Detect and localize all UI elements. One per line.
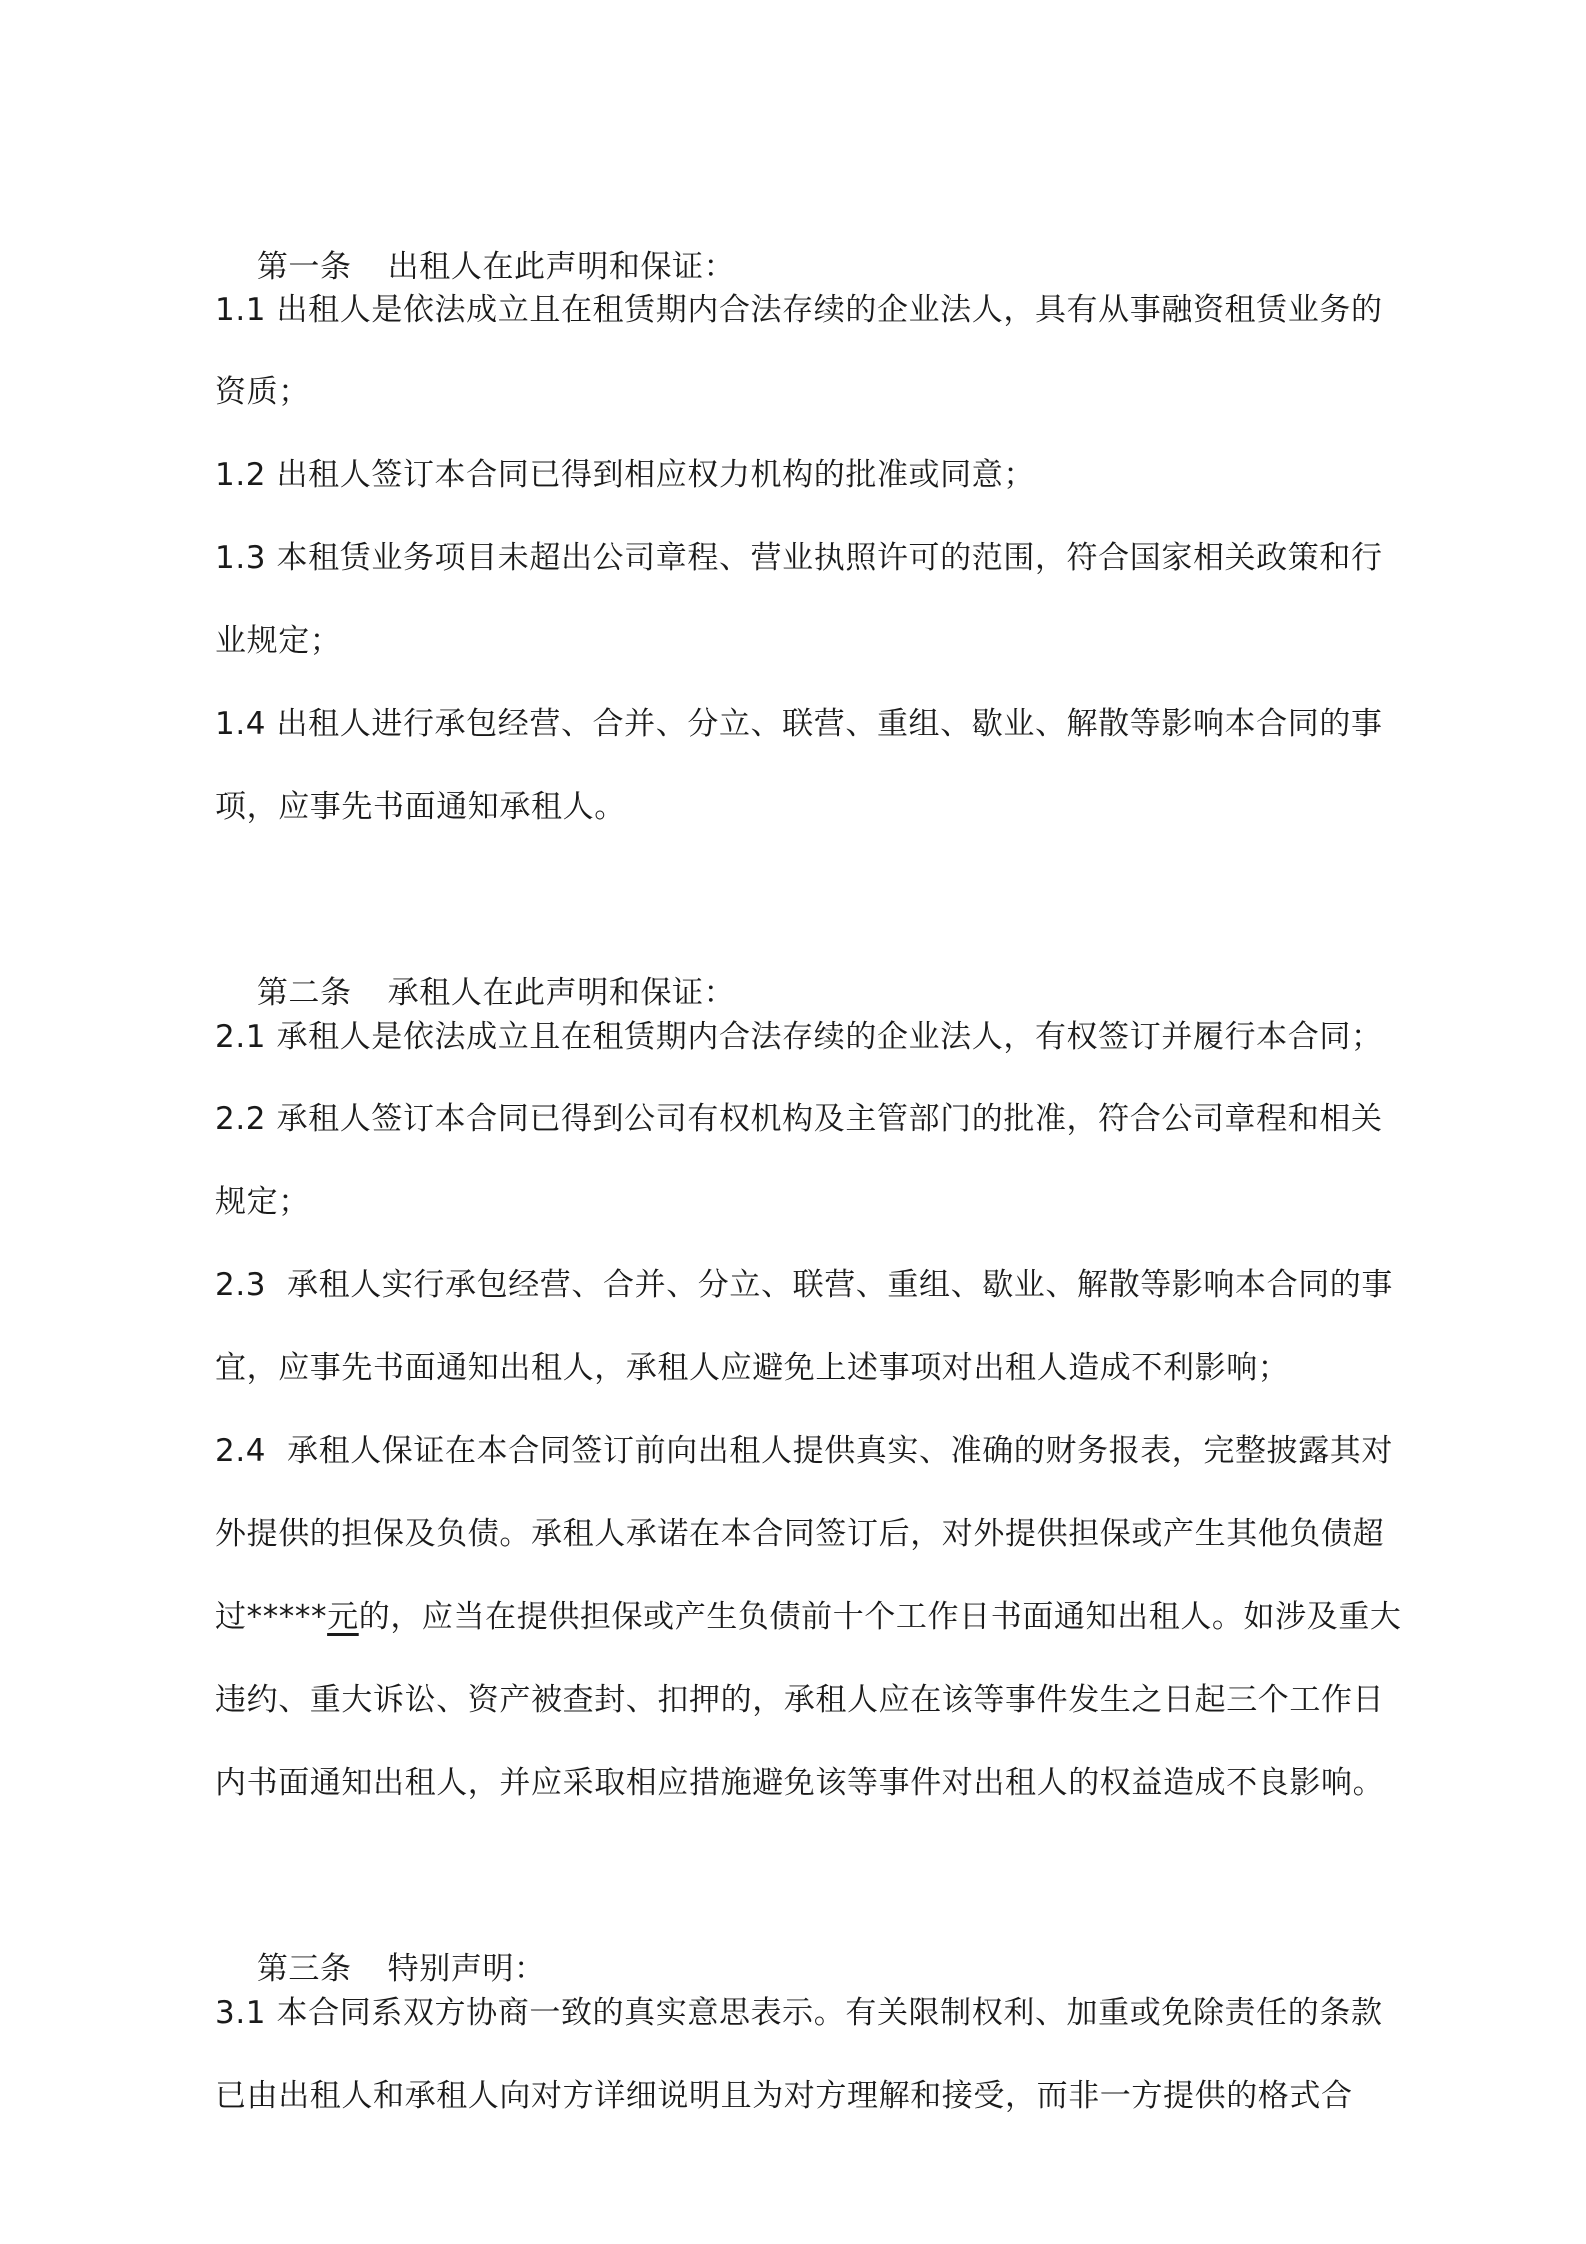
clause-2-3-line-2: 宜，应事先书面通知出租人，承租人应避免上述事项对出租人造成不利影响； bbox=[215, 1350, 1290, 1386]
clause-2-4-line-5: 内书面通知出租人，并应采取相应措施避免该等事件对出租人的权益造成不良影响。 bbox=[215, 1765, 1385, 1801]
clause-2-4-line-1: 2.4 承租人保证在本合同签订前向出租人提供真实、准确的财务报表，完整披露其对 bbox=[215, 1433, 1394, 1469]
clause-2-3-line-1: 2.3 承租人实行承包经营、合并、分立、联营、重组、歇业、解散等影响本合同的事 bbox=[215, 1267, 1394, 1303]
article-3-number: 第三条 bbox=[256, 1951, 352, 1987]
clause-3-1-line-1: 3.1 本合同系双方协商一致的真实意思表示。有关限制权利、加重或免除责任的条款 bbox=[215, 1995, 1383, 2031]
clause-2-4-line-4: 违约、重大诉讼、资产被查封、扣押的，承租人应在该等事件发生之日起三个工作日 bbox=[215, 1682, 1385, 1718]
clause-2-1: 2.1 承租人是依法成立且在租赁期内合法存续的企业法人，有权签订并履行本合同； bbox=[215, 1019, 1383, 1055]
clause-1-1-line-2: 资质； bbox=[215, 374, 310, 410]
clause-1-3-line-2: 业规定； bbox=[215, 623, 342, 659]
article-1-number: 第一条 bbox=[256, 249, 352, 285]
clause-1-2: 1.2 出租人签订本合同已得到相应权力机构的批准或同意； bbox=[215, 457, 1035, 493]
clause-1-3-line-1: 1.3 本租赁业务项目未超出公司章程、营业执照许可的范围，符合国家相关政策和行 bbox=[215, 540, 1383, 576]
clause-2-2-line-1: 2.2 承租人签订本合同已得到公司有权机构及主管部门的批准，符合公司章程和相关 bbox=[215, 1101, 1383, 1137]
article-3-title: 特别声明： bbox=[387, 1951, 546, 1987]
clause-2-2-line-2: 规定； bbox=[215, 1184, 310, 1220]
clause-2-4-line-3-prefix: 过***** bbox=[215, 1599, 328, 1635]
article-2-title: 承租人在此声明和保证： bbox=[387, 975, 736, 1011]
clause-1-4-line-1: 1.4 出租人进行承包经营、合并、分立、联营、重组、歇业、解散等影响本合同的事 bbox=[215, 706, 1383, 742]
clause-2-4-line-2: 外提供的担保及负债。承租人承诺在本合同签订后，对外提供担保或产生其他负债超 bbox=[215, 1516, 1385, 1552]
clause-1-1-line-1: 1.1 出租人是依法成立且在租赁期内合法存续的企业法人，具有从事融资租赁业务的 bbox=[215, 292, 1383, 328]
article-2-number: 第二条 bbox=[256, 975, 352, 1011]
clause-2-4-line-3-rest: 的，应当在提供担保或产生负债前十个工作日书面通知出租人。如涉及重大 bbox=[358, 1599, 1402, 1635]
clause-1-4-line-2: 项，应事先书面通知承租人。 bbox=[215, 789, 626, 825]
clause-3-1-line-2: 已由出租人和承租人向对方详细说明且为对方理解和接受，而非一方提供的格式合 bbox=[215, 2078, 1353, 2114]
clause-2-4-line-3 bbox=[215, 1597, 1402, 1637]
article-1-title: 出租人在此声明和保证： bbox=[387, 249, 736, 285]
amount-unit-underlined: 元 bbox=[327, 1599, 359, 1635]
